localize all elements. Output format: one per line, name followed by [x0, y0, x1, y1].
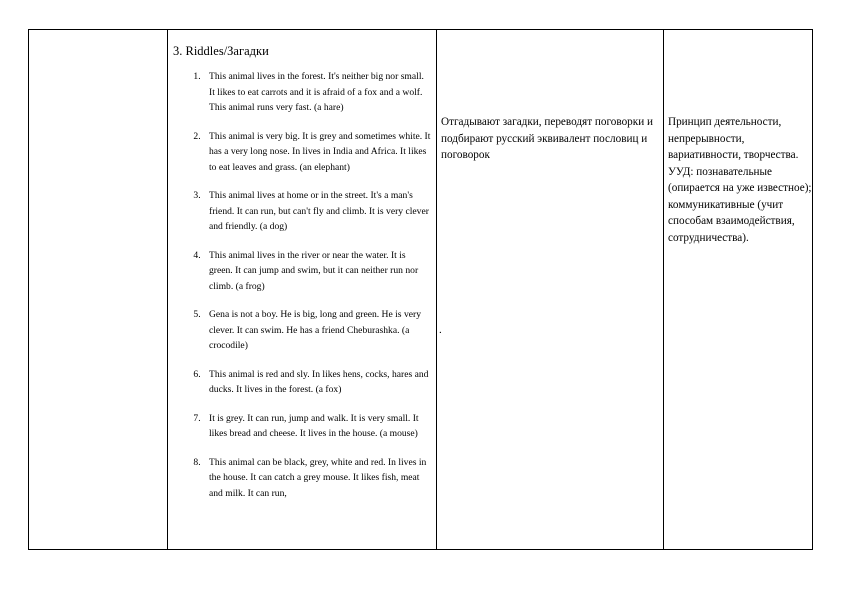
- lesson-table: [28, 29, 813, 550]
- riddle-item: 5. Gena is not a boy. He is big, long and green. He is very clever. It can swim. He has a friend Cheburashka. (a crocodile): [203, 307, 431, 354]
- riddle-item: 4. This animal lives in the river or near the water. It is green. It can jump and swim, but it can neither run nor climb. (a frog): [203, 248, 431, 295]
- content-cell: [167, 30, 436, 549]
- riddle-item: 2. This animal is very big. It is grey and sometimes white. It has a very long nose. In lives in India and Africa. It likes to eat leaves and grass. (an elephant): [203, 129, 431, 176]
- student-activity-text: Отгадывают загадки, переводят поговорки и подбирают русский эквивалент пословиц и поговорок: [441, 116, 653, 161]
- riddle-item: 3. This animal lives at home or in the street. It's a man's friend. It can run, but can't fly and climb. It is very clever and friendly. (a dog): [203, 188, 431, 235]
- student-activity-cell: [436, 30, 663, 549]
- riddle-item: 1. This animal lives in the forest. It's neither big nor small. It likes to eat carrots and it is afraid of a fox and a wolf. This animal runs very fast. (a hare): [203, 69, 431, 116]
- student-activity-mark: .: [439, 324, 442, 336]
- principles-cell: [663, 30, 814, 549]
- riddle-item: 8. This animal can be black, grey, white and red. In lives in the house. It can catch a grey mouse. It likes fish, meat and milk. It can run,: [203, 455, 431, 502]
- principles-text: Принцип деятельности, непрерывности, вариативности, творчества. УУД: познавательные (опирается на уже известное); коммуникативные (учит способам взаимодействия, сотрудничества).: [668, 116, 812, 244]
- section-title: 3. Riddles/Загадки: [173, 44, 269, 58]
- riddle-item: 6. This animal is red and sly. In likes hens, cocks, hares and ducks. It lives in the forest. (a fox): [203, 367, 431, 398]
- riddles-list: [173, 69, 436, 501]
- riddle-item: 7. It is grey. It can run, jump and walk. It is very small. It likes bread and cheese. It lives in the house. (a mouse): [203, 411, 431, 442]
